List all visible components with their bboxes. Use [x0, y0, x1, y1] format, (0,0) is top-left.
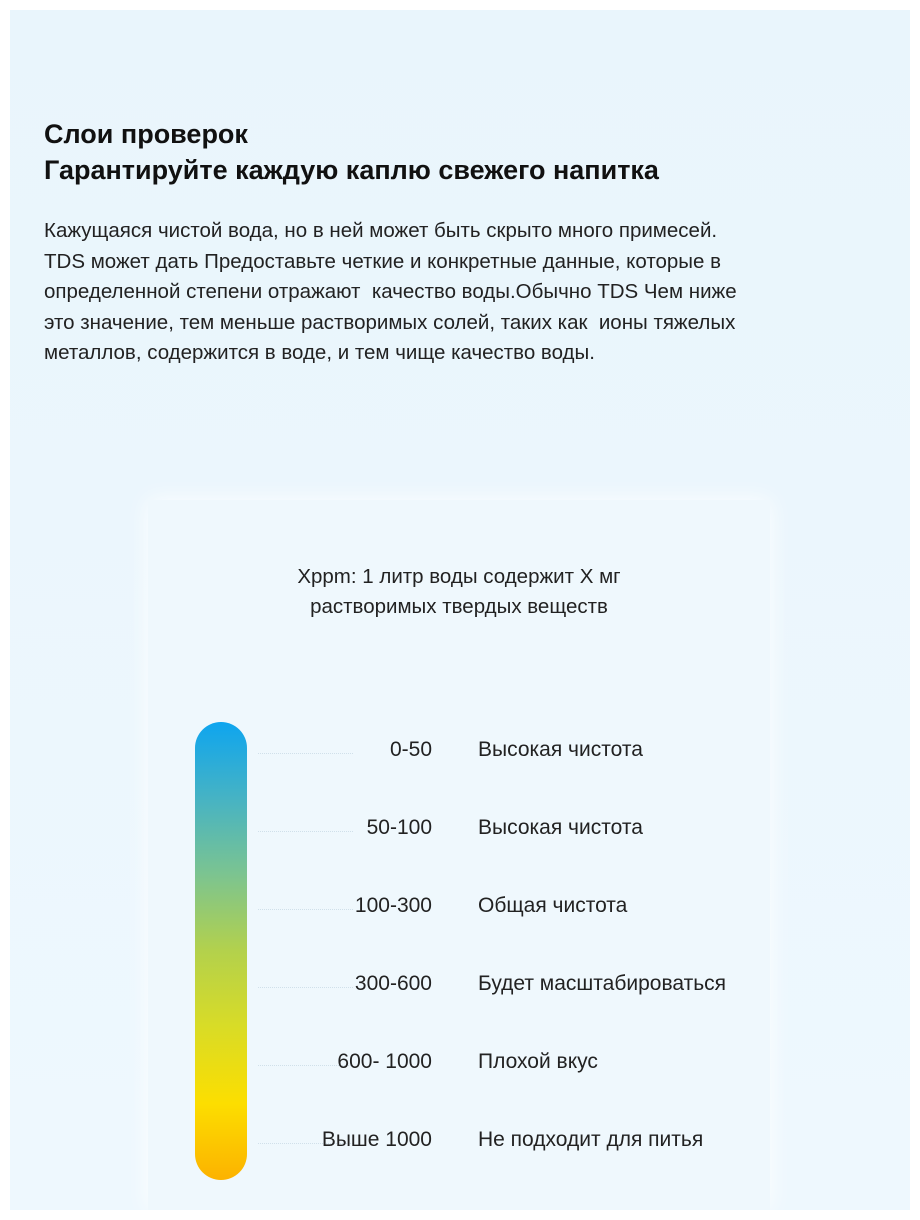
- level-label: Не подходит для питья: [478, 1128, 704, 1151]
- level-range: 0-50: [389, 738, 432, 761]
- caption-line-2: растворимых твердых веществ: [310, 595, 608, 618]
- level-range: 300-600: [354, 972, 432, 995]
- heading-subtitle: Гарантируйте каждую каплю свежего напитка: [44, 155, 659, 185]
- intro-paragraph: Кажущаяся чистой вода, но в ней может быть скрыто много примесей. TDS может дать Предоставьте четкие и конкретные данные, которые в определенной степени отражают качество воды.Обычно TDS Чем ниже это значение, тем меньше растворимых солей, таких как ионы тяжелых металлов, содержится в воде, и тем чище качество воды.: [44, 219, 737, 364]
- level-label: Плохой вкус: [478, 1050, 598, 1073]
- level-label: Общая чистота: [478, 894, 628, 917]
- tds-scale-card: [148, 500, 770, 1210]
- scale-level: [148, 968, 770, 1000]
- scale-level: [148, 812, 770, 844]
- scale-level: [148, 1124, 770, 1156]
- card-caption: [148, 562, 770, 622]
- level-range: 50-100: [366, 816, 432, 839]
- level-label: Будет масштабироваться: [478, 972, 727, 995]
- scale-level: [148, 890, 770, 922]
- level-range: 100-300: [354, 894, 432, 917]
- scale-level: [148, 1046, 770, 1078]
- caption-line-1: Xppm: 1 литр воды содержит X мг: [297, 565, 621, 588]
- level-label: Высокая чистота: [478, 738, 643, 761]
- tds-gradient-bar: [195, 722, 247, 1180]
- background-panel: [10, 10, 910, 1210]
- scale-level: [148, 734, 770, 766]
- level-range: Выше 1000: [321, 1128, 432, 1151]
- heading-title: Слои проверок: [44, 119, 248, 149]
- page-heading: [44, 116, 659, 188]
- level-label: Высокая чистота: [478, 816, 643, 839]
- level-range: 600- 1000: [337, 1050, 432, 1073]
